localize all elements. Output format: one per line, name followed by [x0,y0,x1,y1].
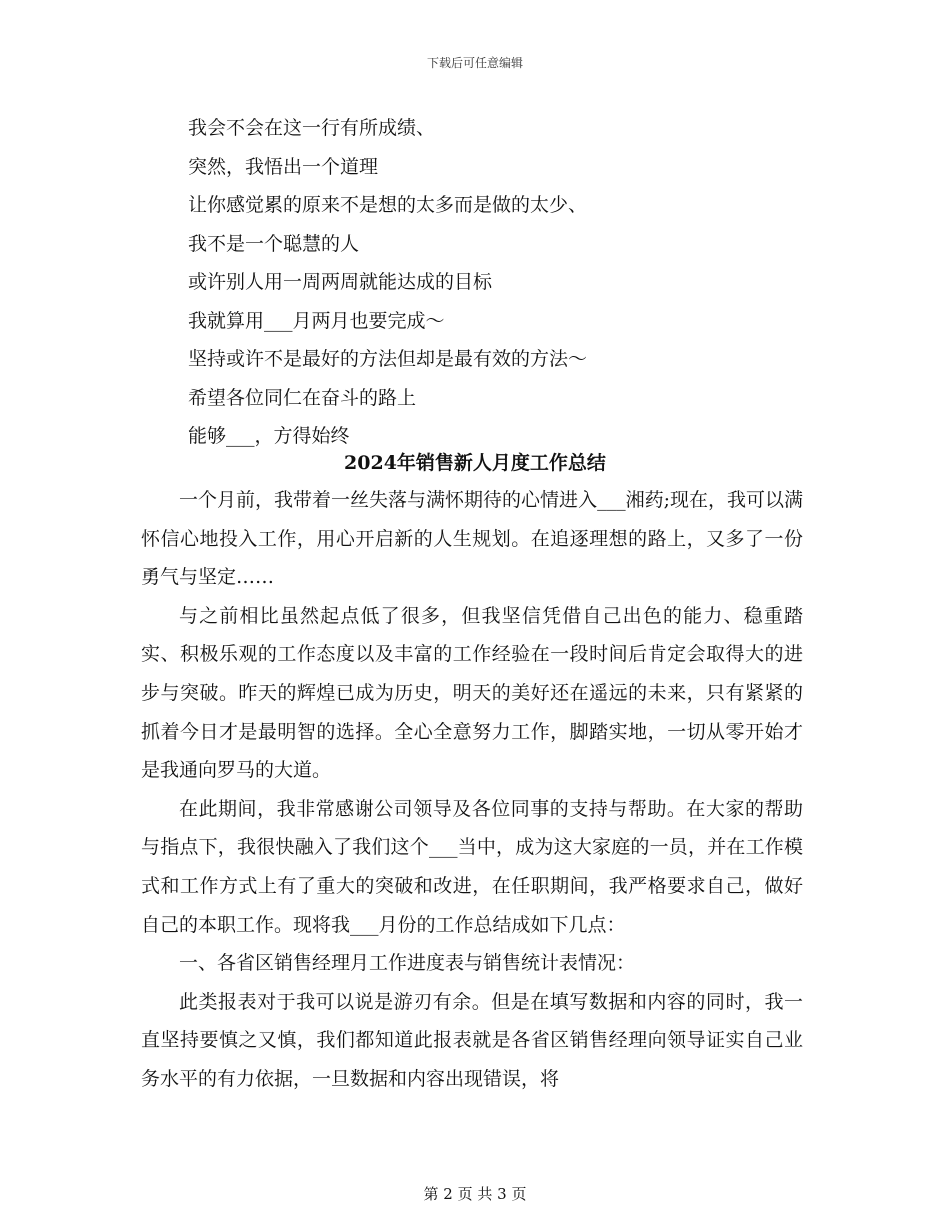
paragraph: 一个月前，我带着一丝失落与满怀期待的心情进入___湘药;现在，我可以满怀信心地投入工作，用心开启新的人生规划。在追逐理想的路上，又多了一份勇气与坚定…… [141,489,803,589]
article-body [141,481,803,1099]
poem-line: 我不是一个聪慧的人 [188,232,360,255]
article-title: 2024年销售新人月度工作总结 [344,452,606,474]
poem-line: 我就算用___月两月也要完成～ [188,309,445,332]
header-note: 下载后可任意编辑 [426,56,523,70]
paragraph: 在此期间，我非常感谢公司领导及各位同事的支持与帮助。在大家的帮助与指点下，我很快融入了我们这个___当中，成为这大家庭的一员，并在工作模式和工作方式上有了重大的突破和改进，在任职期间，我严格要求自己，做好自己的本职工作。现将我___月份的工作总结成如下几点： [141,797,803,936]
poem-line: 让你感觉累的原来不是想的太多而是做的太少、 [188,194,588,216]
section-heading: 一、各省区销售经理月工作进度表与销售统计表情况： [179,952,636,975]
poem-block [188,109,838,456]
poem-line: 我会不会在这一行有所成绩、 [188,117,436,139]
poem-line: 或许别人用一周两周就能达成的目标 [188,271,493,293]
paragraph: 与之前相比虽然起点低了很多，但我坚信凭借自己出色的能力、稳重踏实、积极乐观的工作态度以及丰富的工作经验在一段时间后肯定会取得大的进步与突破。昨天的辉煌已成为历史，明天的美好还在遥远的未来，只有紧紧的抓着今日才是最明智的选择。全心全意努力工作，脚踏实地，一切从零开始才是我通向罗马的大道。 [141,604,803,782]
poem-line: 坚持或许不是最好的方法但却是最有效的方法～ [188,348,588,370]
page-number: 第 2 页 共 3 页 [423,1185,527,1203]
poem-line: 希望各位同仁在奋斗的路上 [188,386,417,409]
poem-line: 突然，我悟出一个道理 [188,155,379,178]
poem-line: 能够___，方得始终 [188,425,350,447]
paragraph: 此类报表对于我可以说是游刃有余。但是在填写数据和内容的同时，我一直坚持要慎之又慎，我们都知道此报表就是各省区销售经理向领导证实自己业务水平的有力依据，一旦数据和内容出现错误，将 [141,990,803,1090]
